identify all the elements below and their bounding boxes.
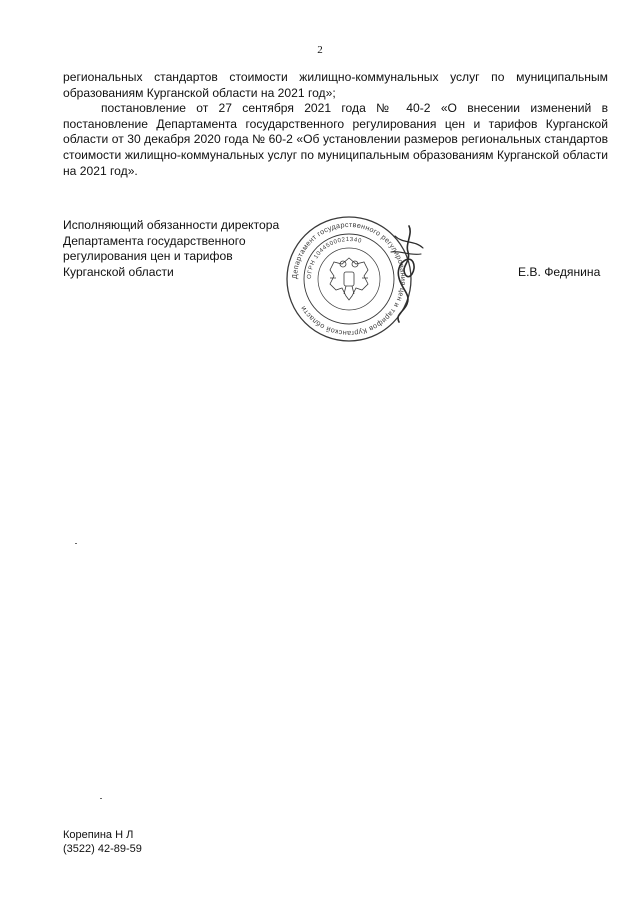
paragraph-resolution: постановление от 27 сентября 2021 года № 40-2 «О внесении изменений в постановление Департамента государственного регулирования цен и тарифов Курганской области от 30 декабря 2020 года № 60-2 «Об установлении размеров региональных стандартов стоимости жилищно-коммунальных услуг по муниципальным образованиям Курганской области на 2021 год». (63, 101, 608, 178)
stamp-inner-text: ОГРН 1044500021340 (306, 236, 363, 280)
coat-of-arms-eagle-icon (330, 258, 368, 300)
paragraph-continuation: региональных стандартов стоимости жилищно-коммунальных услуг по муниципальным образованиям Курганской области на 2021 год»; (63, 70, 608, 100)
position-line: Исполняющий обязанности директора (63, 218, 280, 232)
executor-name: Корепина Н Л (63, 829, 134, 841)
position-line: Курганской области (63, 264, 174, 279)
position-line: регулирования цен и тарифов (63, 249, 233, 264)
handwritten-signature-icon (365, 222, 427, 327)
position-line: Департамента государственного (63, 233, 246, 248)
signer-name: Е.В. Федянина (518, 265, 601, 279)
body-text (63, 70, 608, 179)
footer-executor (63, 828, 142, 856)
scan-speck (75, 543, 77, 544)
executor-phone: (3522) 42-89-59 (63, 843, 142, 855)
page-number: 2 (317, 44, 323, 56)
scan-speck (100, 798, 102, 799)
stamp-outer-text: Департамент государственного регулирования цен и тарифов Курганской области (289, 219, 409, 339)
